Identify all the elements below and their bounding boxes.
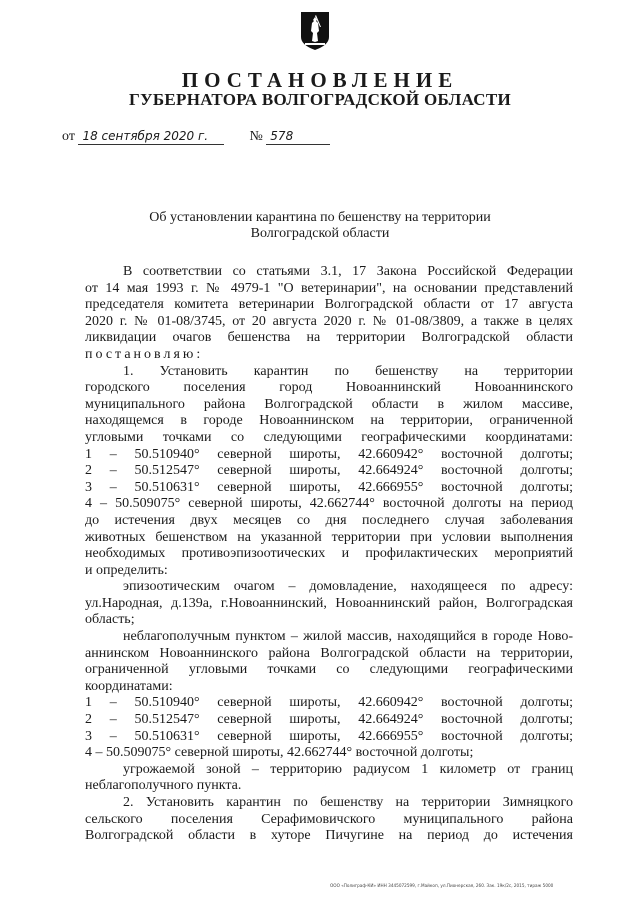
body-line: муниципального района Волгоградской области в жилом массиве, [85, 396, 573, 412]
body-line: Волгоградской области в хуторе Пичугине на период до истечения [85, 828, 573, 844]
coordinate-line: 2 – 50.512547° северной широты, 42.664924° восточной долготы; [85, 712, 573, 728]
body-line: 2. Установить карантин по бешенству на территории Зимняцкого [123, 795, 573, 810]
coordinate-line: 4 – 50.509075° северной широты, 42.662744° восточной долготы; [85, 745, 474, 761]
body-line: необходимых противоэпизоотических и профилактических мероприятий [85, 546, 573, 562]
document-subject [0, 210, 640, 242]
body-line: аннинском Новоаннинского района Волгоградской области на территории, [85, 645, 573, 661]
body-line: ликвидации очагов бешенства на территории Волгоградской области [85, 330, 573, 346]
number-label: № [249, 129, 263, 144]
body-line: 2020 г. № 01-08/3745, от 20 августа 2020 г. № 01-08/3809, а также в целях [85, 313, 573, 329]
body-line: сельского поселения Серафимовичского муниципального района [85, 811, 573, 827]
document-number: 578 [266, 129, 330, 145]
coordinate-line: 1 – 50.510940° северной широты, 42.660942° восточной долготы; [85, 695, 573, 711]
body-line: 1. Установить карантин по бешенству на территории [123, 363, 573, 379]
body-line: В соответствии со статьями 3.1, 17 Закона Российской Федерации [123, 264, 573, 279]
printer-imprint: ООО «Полиграф-КИ» ИНН 3445072599, г.Майкоп, ул.Пионерская, 260. Зак. 19к/2с, 2015, тираж 5000 [330, 883, 554, 888]
body-line: ул.Народная, д.139а, г.Новоаннинский, Новоаннинский район, Волгоградская [85, 595, 573, 611]
body-line: и определить: [85, 562, 168, 578]
body-line: область; [85, 612, 135, 628]
document-body [85, 264, 573, 845]
coat-of-arms-emblem [300, 11, 330, 51]
body-line: неблагополучным пунктом – жилой массив, находящийся в городе Ново- [123, 629, 573, 645]
date-label: от [62, 129, 75, 144]
date-number-line [62, 129, 330, 145]
document-issuer: ГУБЕРНАТОРА ВОЛГОГРАДСКОЙ ОБЛАСТИ [128, 90, 512, 109]
body-line: эпизоотическим очагом – домовладение, находящееся по адресу: [123, 579, 573, 595]
subject-line: Волгоградской области [250, 226, 390, 241]
coordinate-line: 3 – 50.510631° северной широты, 42.666955° восточной долготы; [85, 479, 573, 495]
body-line: до истечения двух месяцев со дня последнего случая заболевания [85, 512, 573, 528]
resolution-word: постановляю: [85, 346, 204, 362]
body-line: находящемся в городе Новоаннинском на территории, ограниченной [85, 413, 573, 429]
body-line: неблагополучного пункта. [85, 778, 242, 794]
document-title: ПОСТАНОВЛЕНИЕ [181, 68, 459, 92]
body-line: ограниченной угловыми точками со следующими географическими координатами: [85, 662, 573, 694]
coordinate-line: 3 – 50.510631° северной широты, 42.666955° восточной долготы; [85, 728, 573, 744]
body-line: от 14 мая 1993 г. № 4979-1 "О ветеринарии", на основании представлений [85, 280, 573, 296]
document-date: 18 сентября 2020 г. [78, 129, 224, 145]
coordinate-line: 1 – 50.510940° северной широты, 42.660942° восточной долготы; [85, 446, 573, 462]
body-line: городского поселения город Новоаннинский Новоаннинского [85, 380, 573, 396]
coordinate-line: 2 – 50.512547° северной широты, 42.664924° восточной долготы; [85, 463, 573, 479]
body-line: животных бешенством на указанной территории при условии выполнения [85, 529, 573, 545]
body-line: угрожаемой зоной – территорию радиусом 1 километр от границ [123, 761, 573, 777]
coordinate-line: 4 – 50.509075° северной широты, 42.662744° восточной долготы на период [85, 496, 573, 512]
subject-line: Об установлении карантина по бешенству на территории [149, 210, 491, 225]
body-line: председателя комитета ветеринарии Волгоградской области от 17 августа [85, 297, 573, 313]
body-line: угловыми точками со следующими географическими координатами: [85, 429, 573, 445]
